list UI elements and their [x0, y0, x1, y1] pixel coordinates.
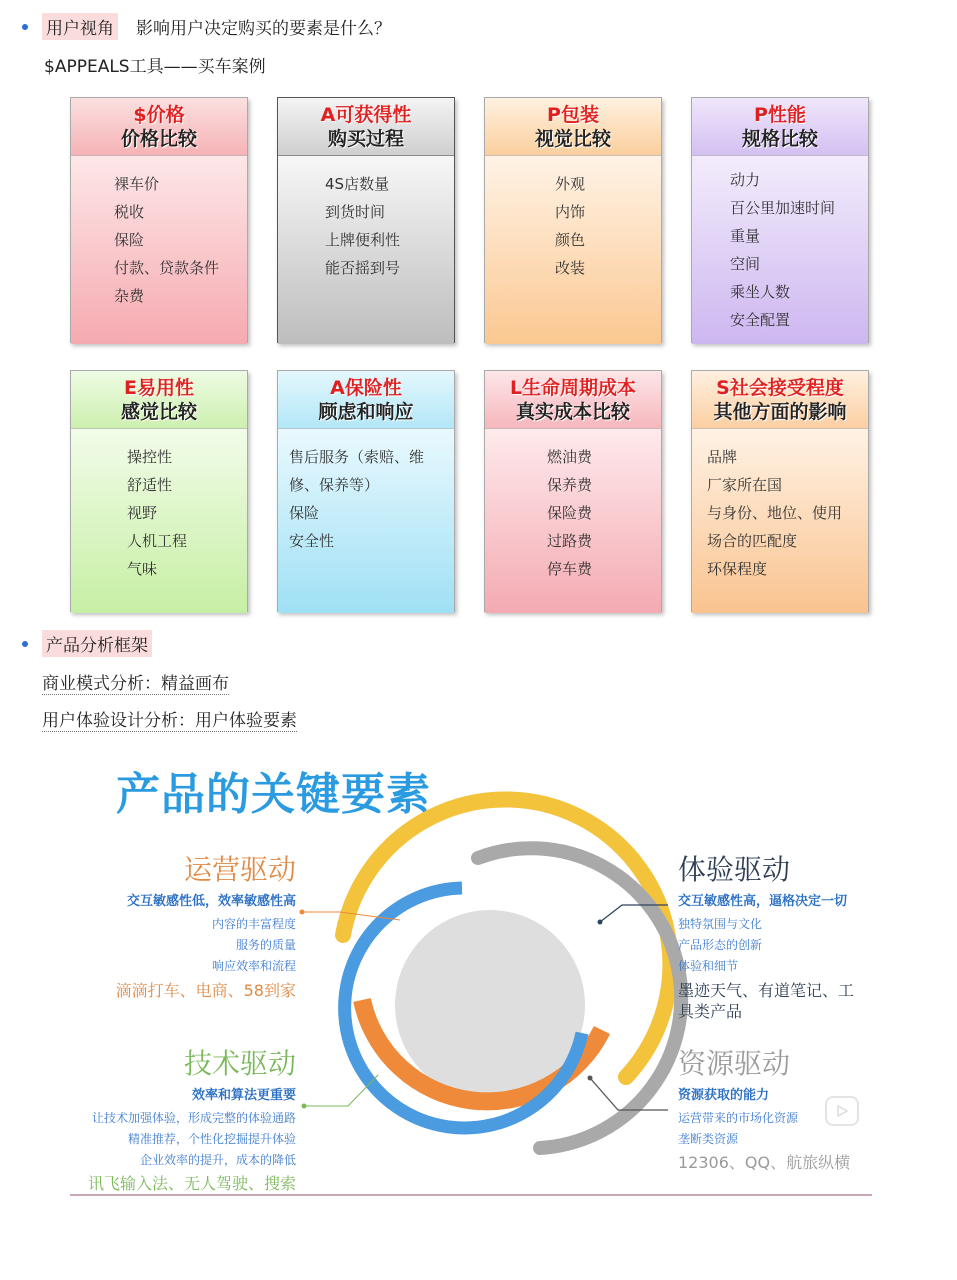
video-play-button[interactable]: [825, 1096, 859, 1126]
technology-item: 精准推荐，个性化挖掘提升体验: [127, 1132, 296, 1146]
appeals-subtitle: $APPEALS工具——买车案例: [44, 57, 266, 77]
card-item: 内饰: [555, 203, 586, 221]
card-item: 修、保养等）: [289, 476, 380, 494]
card-item: 付款、贷款条件: [114, 259, 220, 277]
operation-item: 响应效率和流程: [211, 959, 296, 973]
figure-title: 产品的关键要素: [116, 769, 431, 820]
ux-design-text: 用户体验设计分析：用户体验要素: [42, 711, 297, 731]
card-item: 重量: [730, 227, 761, 245]
business-model-text: 商业模式分析：精益画布: [42, 674, 229, 694]
play-icon: [835, 1104, 849, 1118]
card-item: 保险: [289, 504, 320, 522]
bullet-label: 产品分析框架: [42, 630, 152, 657]
operation-sub: 交互敏感性低，效率敏感性高: [126, 894, 296, 909]
card-item: 安全配置: [730, 311, 791, 329]
card-item: 视野: [127, 504, 158, 522]
technology-sub: 效率和算法更重要: [191, 1088, 296, 1103]
card-item: 售后服务（索赔、维: [289, 448, 425, 466]
experience-item: 产品形态的创新: [678, 938, 763, 952]
bullet-label: 用户视角: [42, 13, 118, 40]
card-item: 操控性: [127, 448, 173, 466]
resource-item: 运营带来的市场化资源: [678, 1111, 799, 1125]
card-item: 厂家所在国: [707, 476, 783, 494]
card-item: 气味: [127, 560, 158, 578]
card-item: 停车费: [547, 560, 593, 578]
card-item: 杂费: [114, 287, 145, 305]
card-item: 空间: [730, 255, 761, 273]
resource-title: 资源驱动: [678, 1047, 791, 1080]
technology-title: 技术驱动: [183, 1047, 296, 1080]
card-item: 过路费: [547, 532, 593, 550]
card-item: 外观: [555, 175, 586, 193]
technology-item: 企业效率的提升，成本的降低: [139, 1153, 296, 1167]
card-item: 上牌便利性: [325, 231, 401, 249]
card-title: P包装: [547, 103, 599, 126]
technology-item: 让技术加强体验，形成完整的体验通路: [91, 1111, 296, 1125]
experience-title: 体验驱动: [678, 853, 791, 886]
card-item: 舒适性: [127, 476, 173, 494]
card-item: 场合的匹配度: [707, 532, 798, 550]
card-subtitle: 规格比较: [741, 127, 818, 150]
card-title: S社会接受程度: [716, 376, 844, 399]
card-item: 4S店数量: [325, 175, 390, 193]
card-item: 百公里加速时间: [730, 199, 836, 217]
connector-dot: [302, 1104, 307, 1109]
card-item: 动力: [730, 171, 761, 189]
card-subtitle: 视觉比较: [534, 127, 611, 150]
experience-item: 体验和细节: [678, 959, 739, 973]
resource-examples: 12306、QQ、航旅纵横: [678, 1153, 851, 1172]
card-item: 环保程度: [707, 560, 768, 578]
card-item: 保险: [114, 231, 145, 249]
card-title: A可获得性: [320, 103, 412, 126]
card-title: P性能: [754, 103, 806, 126]
connector-dot: [588, 1076, 593, 1081]
card-title: $价格: [133, 103, 185, 126]
card-title: A保险性: [330, 376, 402, 399]
card-item: 乘坐人数: [730, 283, 791, 301]
card-item: 与身份、地位、使用: [707, 504, 843, 522]
bullet-text: 影响用户决定购买的要素是什么？: [136, 19, 391, 39]
card-subtitle: 购买过程: [327, 127, 404, 150]
card-title: E易用性: [124, 376, 194, 399]
card-item: 保养费: [547, 476, 593, 494]
resource-sub: 资源获取的能力: [678, 1088, 770, 1103]
card-item: 裸车价: [114, 175, 160, 193]
card-item: 能否摇到号: [325, 259, 401, 277]
operation-examples: 滴滴打车、电商、58到家: [115, 981, 296, 1000]
card-item: 品牌: [707, 448, 738, 466]
technology-examples: 讯飞输入法、无人驾驶、搜索: [87, 1174, 296, 1193]
card-subtitle: 真实成本比较: [515, 400, 630, 423]
card-item: 保险费: [547, 504, 593, 522]
card-item: 人机工程: [127, 532, 188, 550]
connector-dot: [300, 910, 305, 915]
experience-item: 独特氛围与文化: [678, 917, 763, 931]
card-subtitle: 价格比较: [120, 127, 197, 150]
card-item: 税收: [114, 203, 145, 221]
connector-dot: [598, 920, 603, 925]
card-item: 燃油费: [547, 448, 593, 466]
card-subtitle: 顾虑和响应: [318, 400, 414, 423]
operation-title: 运营驱动: [183, 853, 296, 886]
card-item: 安全性: [289, 532, 335, 550]
figure-baseline: [70, 1194, 872, 1196]
card-subtitle: 感觉比较: [120, 400, 197, 423]
card-subtitle: 其他方面的影响: [713, 400, 847, 423]
experience-examples-line1: 墨迹天气、有道笔记、工: [678, 981, 855, 1000]
card-title: L生命周期成本: [509, 376, 637, 399]
operation-item: 服务的质量: [235, 938, 296, 952]
experience-sub: 交互敏感性高，逼格决定一切: [678, 894, 848, 909]
resource-item: 垄断类资源: [678, 1132, 739, 1146]
card-item: 到货时间: [325, 203, 386, 221]
card-item: 改装: [555, 259, 586, 277]
card-item: 颜色: [555, 231, 586, 249]
experience-examples-line2: 具类产品: [678, 1002, 743, 1021]
operation-item: 内容的丰富程度: [211, 917, 296, 931]
